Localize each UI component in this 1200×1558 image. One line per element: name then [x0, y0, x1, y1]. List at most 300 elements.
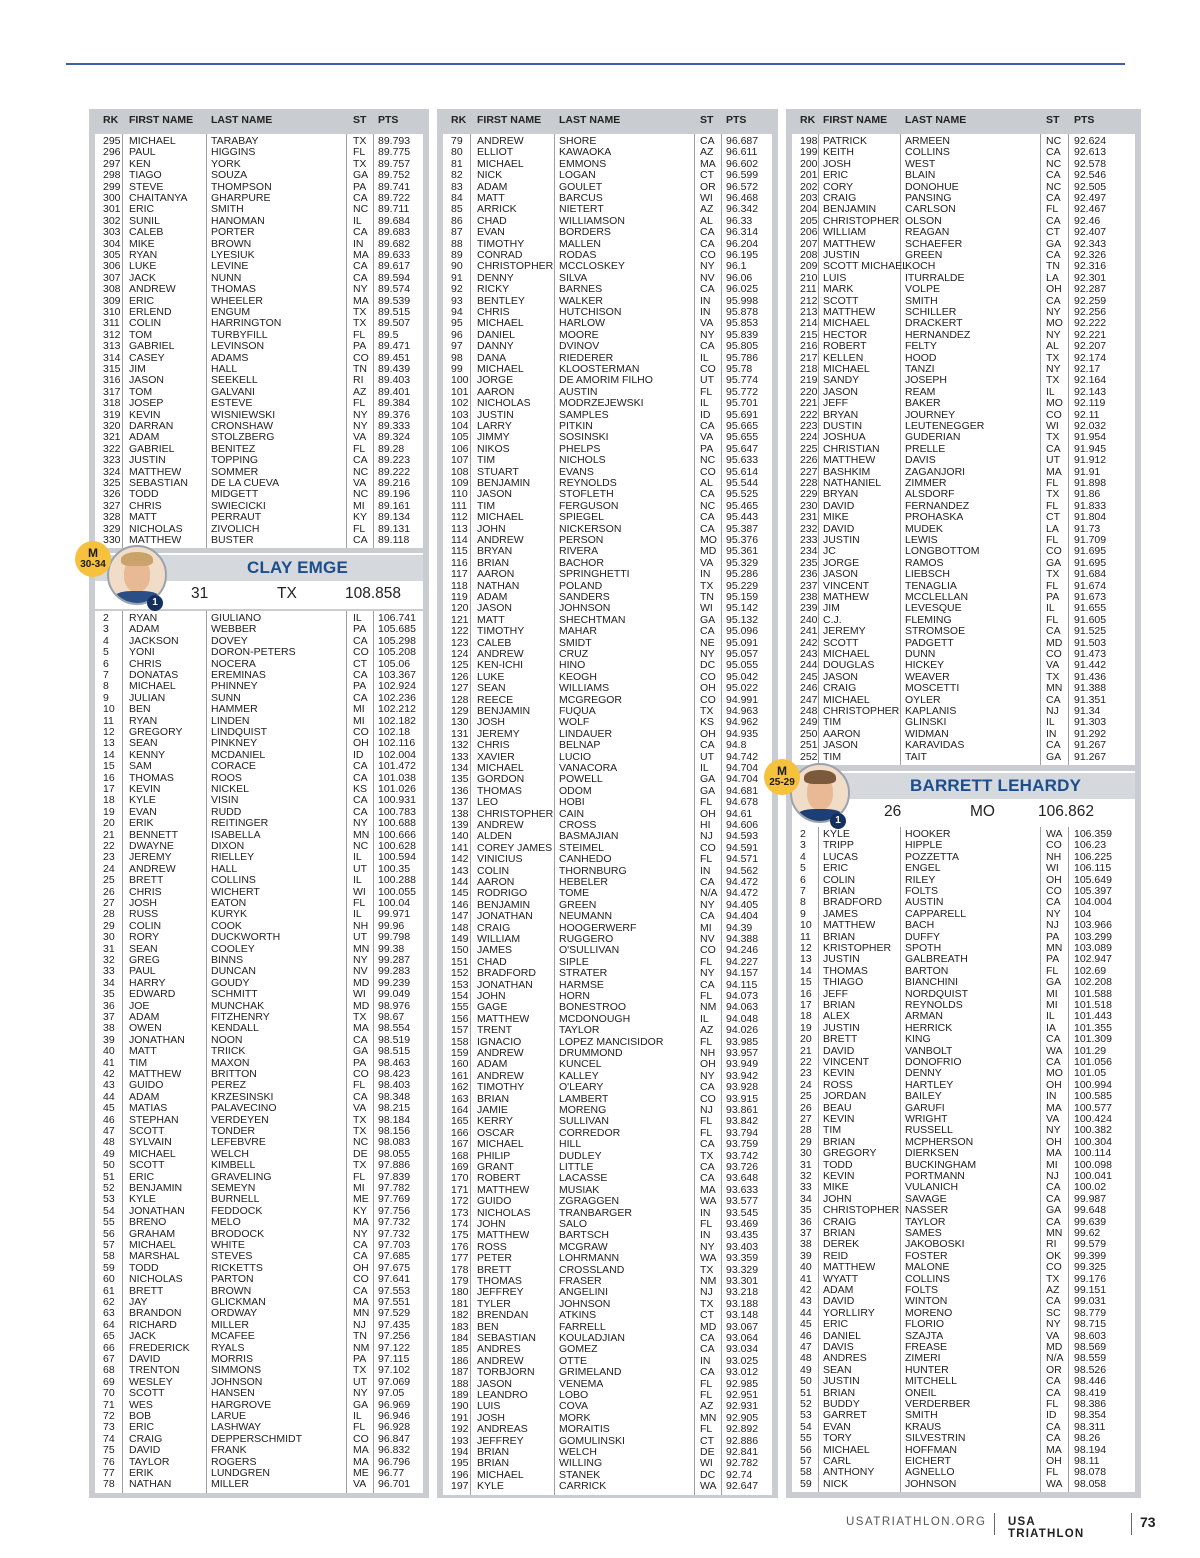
cell-last: BARNES: [559, 284, 603, 296]
cell-st: FL: [1046, 204, 1059, 216]
table-row: [443, 193, 772, 204]
cell-pts: 91.833: [1074, 500, 1107, 512]
cell-rk: 104: [451, 421, 469, 432]
cell-first: GABRIEL: [129, 443, 175, 455]
cell-first: MATTHEW: [477, 1013, 530, 1025]
table-row: [443, 683, 772, 694]
cell-last: SCHILLER: [905, 307, 957, 318]
cell-rk: 172: [451, 1196, 469, 1208]
cell-st: CA: [1046, 1376, 1061, 1388]
cell-first: ANDREW: [477, 649, 524, 660]
cell-st: NY: [1046, 1125, 1061, 1137]
cell-rk: 8: [103, 681, 109, 693]
cell-pts: 93.759: [726, 1139, 759, 1151]
cell-first: TIM: [823, 751, 842, 763]
cell-first: ROSS: [477, 1241, 507, 1253]
cell-pts: 92.782: [726, 1458, 759, 1470]
cell-last: WILLIAMSON: [559, 215, 625, 227]
cell-rk: 19: [103, 806, 115, 818]
table-row: [443, 296, 772, 307]
table-row: [792, 1285, 1135, 1296]
footer-brand: USA TRIATHLON: [1008, 1516, 1085, 1540]
cell-last: DONOHUE: [905, 181, 959, 193]
cell-rk: 34: [800, 1193, 812, 1205]
cell-rk: 55: [103, 1217, 115, 1229]
cell-pts: 96.342: [726, 204, 759, 216]
cell-last: PERSON: [559, 535, 604, 546]
cell-last: JOHNSON: [905, 1478, 957, 1490]
table-row: [792, 977, 1135, 988]
cell-rk: 49: [800, 1364, 812, 1376]
cell-pts: 89.775: [378, 147, 411, 159]
cell-pts: 93.064: [726, 1333, 759, 1344]
page-number: 73: [1140, 1514, 1156, 1530]
cell-rk: 315: [103, 364, 121, 375]
cell-rk: 32: [800, 1171, 812, 1182]
cell-rk: 51: [800, 1387, 812, 1399]
cell-st: WI: [1046, 863, 1059, 875]
cell-rk: 176: [451, 1241, 469, 1253]
cell-first: MIKE: [823, 1182, 849, 1194]
cell-st: CO: [700, 466, 716, 478]
cell-pts: 89.539: [378, 295, 411, 307]
cell-last: POLAND: [559, 580, 603, 592]
cell-pts: 102.236: [378, 692, 416, 704]
table-row: [792, 227, 1135, 238]
cell-st: MA: [353, 1297, 369, 1308]
table-row: [443, 1481, 772, 1492]
cell-pts: 106.23: [1074, 840, 1107, 852]
cell-rk: 166: [451, 1127, 469, 1139]
cell-rk: 198: [800, 136, 818, 147]
cell-rk: 37: [800, 1228, 812, 1239]
table-row: [95, 636, 423, 647]
cell-pts: 92.613: [1074, 147, 1107, 159]
cell-pts: 97.641: [378, 1274, 411, 1286]
cell-pts: 91.945: [1074, 443, 1107, 455]
table-row: [95, 1434, 423, 1445]
cell-first: DOUGLAS: [823, 660, 875, 672]
cell-first: MATT: [129, 1046, 157, 1058]
cell-rk: 128: [451, 694, 469, 706]
cell-pts: 89.384: [378, 398, 411, 410]
cell-rk: 220: [800, 386, 818, 398]
cell-pts: 94.063: [726, 1002, 759, 1014]
table-row: [792, 626, 1135, 637]
cell-st: NM: [700, 1002, 717, 1014]
cell-pts: 94.571: [726, 854, 759, 866]
table-row: [792, 581, 1135, 592]
cell-st: NY: [700, 1070, 715, 1082]
cell-st: GA: [1046, 1205, 1062, 1217]
cell-rk: 119: [451, 592, 468, 603]
cell-pts: 99.399: [1074, 1250, 1107, 1262]
cell-first: REID: [823, 1250, 849, 1262]
table-row: [95, 330, 423, 341]
table-row: [792, 1445, 1135, 1456]
cell-first: BRENDAN: [477, 1310, 529, 1322]
cell-last: GREEN: [559, 899, 597, 911]
header-rk: RK: [800, 114, 816, 126]
cell-last: RUGGERO: [559, 934, 614, 945]
cell-pts: 93.794: [726, 1127, 759, 1139]
cell-pts: 92.407: [1074, 227, 1107, 239]
cell-last: FREASE: [905, 1342, 948, 1353]
cell-pts: 98.976: [378, 1000, 411, 1012]
table-row: [792, 478, 1135, 489]
cell-last: EREMINAS: [211, 670, 266, 681]
cell-st: NC: [1046, 136, 1062, 147]
cell-pts: 91.674: [1074, 580, 1107, 592]
cell-pts: 102.208: [1074, 977, 1112, 989]
cell-last: THORNBURG: [559, 865, 627, 877]
cell-first: JAMES: [823, 908, 859, 920]
cell-last: TAYLOR: [559, 1025, 600, 1037]
cell-first: NATHANIEL: [823, 478, 882, 489]
cell-rk: 11: [103, 715, 114, 727]
cell-pts: 95.286: [726, 569, 759, 581]
cell-rk: 63: [103, 1308, 115, 1320]
cell-last: HIPPLE: [905, 840, 943, 852]
table-row: [443, 592, 772, 603]
cell-first: ADAM: [477, 592, 508, 603]
cell-last: FLEMING: [905, 614, 952, 626]
cell-last: KARAVIDAS: [905, 740, 965, 752]
cell-st: GA: [700, 774, 716, 786]
cell-last: AUSTIN: [559, 386, 598, 398]
table-row: [792, 603, 1135, 614]
cell-pts: 95.839: [726, 329, 759, 341]
cell-pts: 100.288: [378, 875, 416, 887]
cell-st: CA: [700, 1162, 715, 1173]
cell-rk: 321: [103, 432, 121, 444]
cell-first: NIKOS: [477, 443, 510, 455]
cell-rk: 250: [800, 728, 818, 740]
cell-st: TX: [353, 1365, 367, 1377]
cell-pts: 100.628: [378, 841, 416, 852]
table-row: [443, 968, 772, 979]
cell-pts: 95.544: [726, 478, 759, 489]
cell-st: GA: [1046, 238, 1062, 250]
cell-pts: 95.633: [726, 455, 759, 467]
cell-pts: 95.229: [726, 580, 759, 592]
cell-rk: 24: [103, 863, 115, 875]
cell-pts: 94.073: [726, 991, 759, 1002]
cell-last: HOOGERWERF: [559, 922, 637, 934]
cell-last: DEPPERSCHMIDT: [211, 1433, 303, 1445]
cell-rk: 182: [451, 1310, 469, 1322]
cell-rk: 298: [103, 170, 121, 182]
cell-last: ZIVOLICH: [211, 523, 260, 535]
cell-rk: 40: [800, 1262, 812, 1274]
cell-first: MATTHEW: [823, 1262, 876, 1274]
table-row: [792, 273, 1135, 284]
cell-last: HICKEY: [905, 660, 945, 672]
cell-st: CA: [700, 626, 715, 638]
table-row: [792, 932, 1135, 943]
cell-rk: 25: [800, 1091, 812, 1103]
cell-rk: 327: [103, 500, 121, 512]
cell-first: BRIAN: [823, 1136, 856, 1148]
cell-last: SWIECICKI: [211, 500, 266, 512]
cell-st: OH: [700, 683, 716, 695]
table-row: [443, 467, 772, 478]
cell-rk: 45: [103, 1103, 115, 1115]
cell-st: FL: [353, 523, 366, 535]
cell-pts: 95.655: [726, 432, 759, 444]
table-row: [792, 455, 1135, 466]
cell-pts: 91.34: [1074, 706, 1101, 717]
cell-last: WEST: [905, 158, 936, 170]
cell-last: LOBO: [559, 1390, 589, 1401]
cell-st: TN: [353, 364, 367, 375]
cell-last: FOSTER: [905, 1250, 948, 1262]
table-row: [792, 1433, 1135, 1444]
cell-st: KS: [700, 717, 715, 729]
table-row: [443, 170, 772, 181]
cell-pts: 98.446: [1074, 1376, 1107, 1388]
table-row: [443, 717, 772, 728]
table-row: [792, 1068, 1135, 1079]
cell-last: VANBOLT: [905, 1045, 953, 1057]
cell-pts: 89.752: [378, 170, 411, 182]
table-row: [95, 1365, 423, 1376]
header-rk: RK: [451, 114, 467, 126]
table-row: [443, 1116, 772, 1127]
table-row: [792, 1148, 1135, 1159]
cell-last: PEREZ: [211, 1080, 247, 1092]
cell-rk: 5: [103, 647, 109, 659]
cell-last: HUNTER: [905, 1364, 949, 1376]
cell-last: MCPHERSON: [905, 1136, 974, 1148]
cell-first: NICHOLAS: [129, 1274, 183, 1286]
table-row: [792, 875, 1135, 886]
cell-st: OR: [1046, 1364, 1062, 1376]
cell-pts: 101.038: [378, 772, 416, 784]
table-row: [792, 1228, 1135, 1239]
cell-rk: 210: [800, 272, 818, 284]
cell-pts: 96.33: [726, 215, 753, 227]
table-row: [443, 752, 772, 763]
cell-pts: 97.769: [378, 1194, 411, 1206]
cell-st: VA: [1046, 660, 1060, 672]
cell-first: DAVID: [129, 1445, 161, 1457]
table-row: [792, 1262, 1135, 1273]
cell-st: IL: [353, 852, 362, 864]
cell-pts: 91.804: [1074, 512, 1107, 524]
table-row: [792, 193, 1135, 204]
cell-st: CA: [353, 193, 368, 204]
cell-first: CHAD: [477, 215, 507, 227]
table-row: [792, 683, 1135, 694]
cell-rk: 46: [103, 1114, 115, 1126]
cell-pts: 96.599: [726, 170, 759, 182]
cell-first: JACK: [129, 272, 156, 284]
cell-last: RIELLEY: [211, 852, 255, 864]
cell-first: JEFF: [823, 988, 849, 1000]
cell-rk: 171: [451, 1184, 469, 1196]
cell-rk: 322: [103, 443, 121, 455]
cell-last: AGNELLO: [905, 1467, 955, 1479]
cell-st: CA: [700, 911, 715, 923]
cell-pts: 104: [1074, 908, 1092, 920]
cell-first: BRIAN: [823, 1387, 856, 1399]
cell-pts: 103.367: [378, 670, 416, 681]
cell-last: KOULADJIAN: [559, 1333, 625, 1344]
table-row: [95, 852, 423, 863]
cell-last: SAVAGE: [905, 1193, 947, 1205]
cell-last: PANSING: [905, 193, 952, 204]
cell-last: BAKER: [905, 398, 941, 410]
table-row: [95, 1206, 423, 1217]
cell-rk: 149: [451, 934, 469, 945]
cell-rk: 251: [800, 740, 818, 752]
cell-pts: 89.28: [378, 443, 405, 455]
cell-rk: 319: [103, 409, 121, 421]
cell-rk: 120: [451, 603, 469, 615]
cell-last: BACH: [905, 920, 935, 932]
cell-rk: 71: [103, 1399, 115, 1411]
cell-last: TARABAY: [211, 136, 259, 147]
table-row: [443, 1299, 772, 1310]
cell-first: CONRAD: [477, 250, 523, 261]
table-row: [95, 989, 423, 1000]
footer-site: USATRIATHLON.ORG: [846, 1516, 987, 1528]
cell-st: OH: [700, 728, 716, 740]
cell-st: NH: [700, 1048, 716, 1059]
cell-pts: 96.195: [726, 250, 759, 261]
cell-pts: 94.61: [726, 808, 753, 820]
table-row: [95, 738, 423, 749]
cell-first: BRANDON: [129, 1308, 182, 1320]
cell-pts: 92.578: [1074, 158, 1107, 170]
cell-pts: 94.591: [726, 842, 759, 854]
cell-rk: 50: [800, 1376, 812, 1388]
header-last: LAST NAME: [211, 114, 273, 126]
cell-first: AARON: [823, 728, 861, 740]
cell-last: LYESIUK: [211, 250, 255, 261]
cell-last: LIEBSCH: [905, 569, 950, 581]
cell-st: CA: [1046, 1387, 1061, 1399]
table-row: [443, 1413, 772, 1424]
cell-last: ADAMS: [211, 352, 249, 364]
cell-st: FL: [353, 1080, 366, 1092]
cell-first: ERIC: [129, 1171, 155, 1183]
table-row: [95, 1115, 423, 1126]
cell-st: IL: [1046, 386, 1055, 398]
cell-pts: 95.647: [726, 443, 759, 455]
cell-pts: 94.157: [726, 968, 759, 980]
cell-st: NH: [1046, 851, 1062, 863]
table-row: [443, 1173, 772, 1184]
cell-first: NATHAN: [477, 580, 520, 592]
footer-divider: [1131, 1513, 1132, 1535]
cell-first: MICHAEL: [477, 318, 524, 330]
cell-last: PRELLE: [905, 443, 946, 455]
cell-rk: 82: [451, 170, 463, 182]
cell-rk: 8: [800, 897, 806, 909]
cell-pts: 95.465: [726, 500, 759, 512]
cell-first: BEAU: [823, 1102, 852, 1114]
cell-first: BENJAMIN: [823, 204, 877, 216]
table-row: [95, 613, 423, 624]
cell-rk: 201: [800, 170, 818, 182]
cell-rk: 204: [800, 204, 818, 216]
cell-first: PHILIP: [477, 1150, 511, 1162]
cell-rk: 169: [451, 1162, 469, 1173]
table-row: [443, 216, 772, 227]
cell-st: MA: [353, 1023, 369, 1035]
table-row: [792, 1251, 1135, 1262]
table-row: [792, 1274, 1135, 1285]
table-row: [443, 284, 772, 295]
cell-rk: 156: [451, 1013, 469, 1025]
cell-rk: 60: [103, 1274, 115, 1286]
cell-pts: 89.216: [378, 478, 411, 489]
cell-last: CAIN: [559, 808, 585, 820]
cell-rk: 112: [451, 512, 468, 524]
cell-first: MATTHEW: [129, 535, 182, 546]
cell-last: VERDERBER: [905, 1399, 971, 1410]
cell-pts: 95.142: [726, 603, 759, 615]
header-first: FIRST NAME: [129, 114, 194, 126]
table-row: [443, 877, 772, 888]
cell-last: RUSSELL: [905, 1125, 953, 1137]
cell-rk: 299: [103, 181, 121, 193]
cell-last: ZGRAGGEN: [559, 1196, 620, 1208]
cell-last: STRATER: [559, 968, 608, 980]
table-row: [792, 909, 1135, 920]
table-row: [792, 1353, 1135, 1364]
cell-last: DUNN: [905, 649, 936, 660]
cell-st: NY: [700, 261, 715, 273]
cell-last: EATON: [211, 898, 247, 909]
cell-st: FL: [700, 1116, 713, 1128]
cell-first: KYLE: [477, 1481, 504, 1493]
cell-pts: 98.419: [1074, 1387, 1107, 1399]
cell-st: UT: [353, 863, 367, 875]
table-row: [95, 261, 423, 272]
cell-last: GRIMELAND: [559, 1367, 622, 1379]
cell-pts: 100.424: [1074, 1114, 1112, 1125]
cell-rk: 31: [800, 1159, 812, 1171]
cell-last: TOME: [559, 888, 590, 900]
cell-rk: 27: [800, 1114, 812, 1125]
cell-rk: 56: [103, 1228, 115, 1240]
cell-pts: 92.951: [726, 1390, 759, 1401]
cell-first: MICHAEL: [823, 364, 870, 375]
cell-first: TOM: [129, 329, 153, 341]
cell-rk: 90: [451, 261, 463, 273]
table-row: [792, 1034, 1135, 1045]
cell-st: FL: [1046, 478, 1059, 489]
cell-rk: 316: [103, 375, 121, 387]
cell-pts: 96.204: [726, 238, 759, 250]
table-row: [443, 1287, 772, 1298]
cell-pts: 94.962: [726, 717, 759, 729]
rank-badge: 1: [147, 595, 163, 611]
header-rk: RK: [103, 114, 119, 126]
cell-st: FL: [700, 1127, 713, 1139]
cell-rk: 33: [800, 1182, 812, 1194]
cell-first: KENNY: [129, 749, 166, 761]
cell-rk: 217: [800, 352, 818, 364]
table-row: [792, 239, 1135, 250]
table-row: [95, 830, 423, 841]
cell-rk: 328: [103, 512, 121, 524]
table-row: [792, 1011, 1135, 1022]
cell-pts: 96.77: [378, 1468, 405, 1479]
